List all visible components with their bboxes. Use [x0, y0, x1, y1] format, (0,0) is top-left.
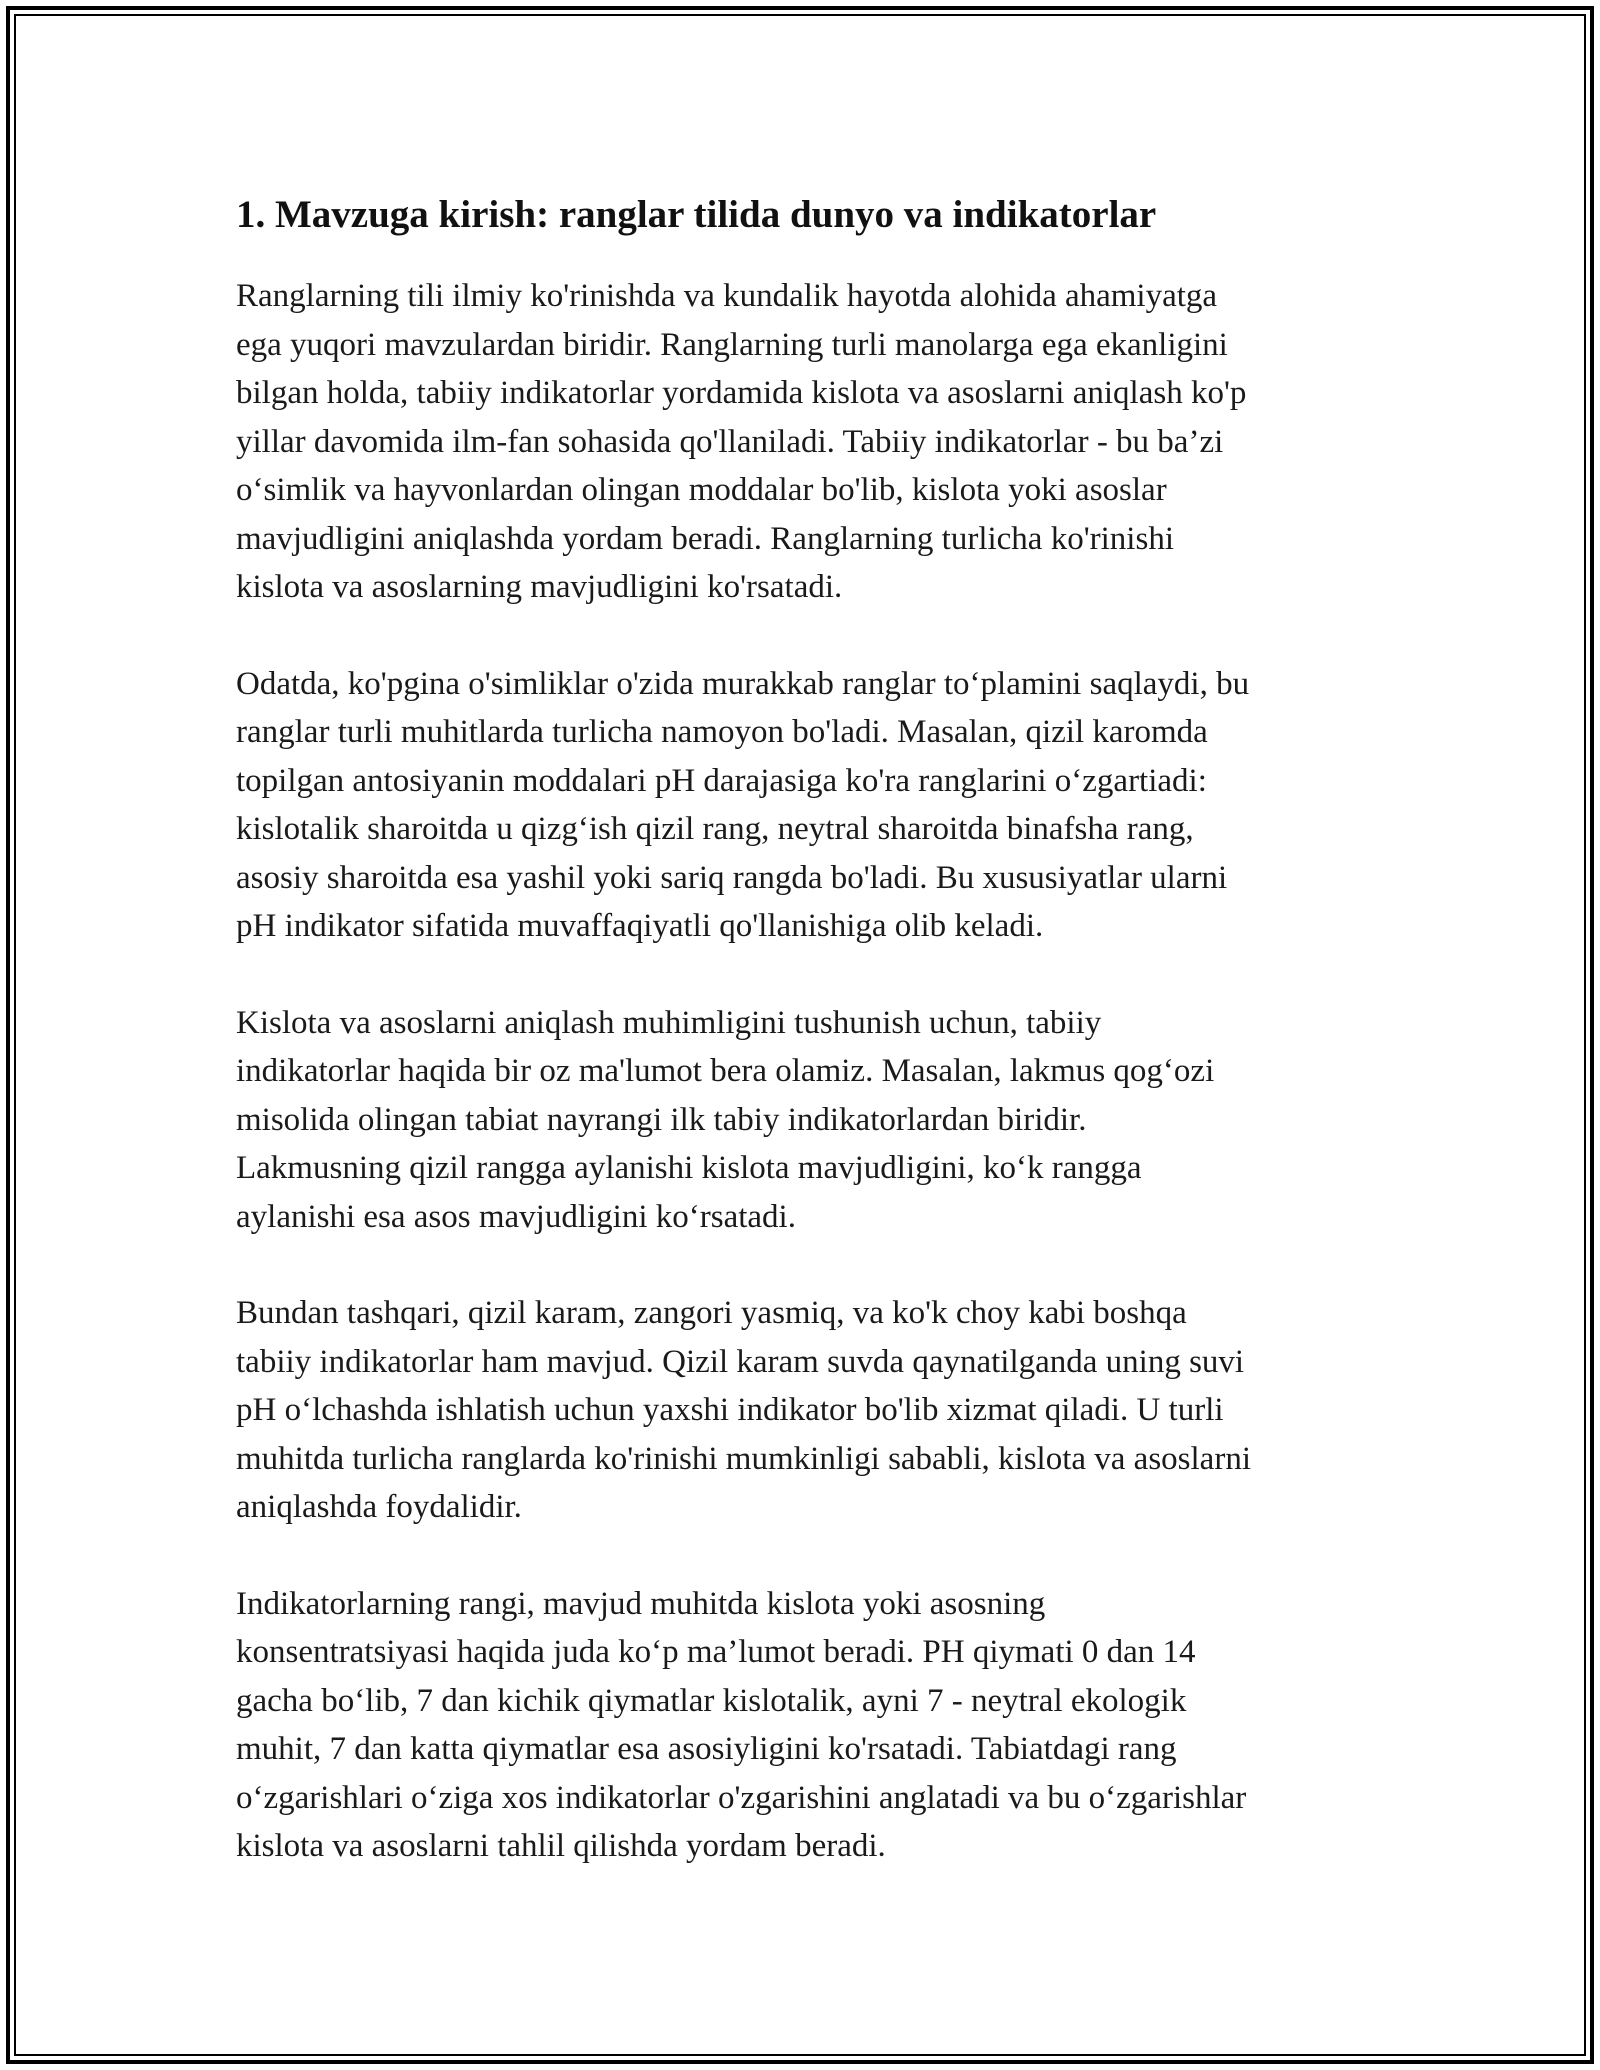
text-line: misolida olingan tabiat nayrangi ilk tabiy indikatorlardan biridir.	[236, 1101, 1087, 1138]
paragraph-1	[236, 272, 1386, 612]
text-line: ega yuqori mavzulardan biridir. Ranglarning turli manolarga ega ekanligini	[236, 326, 1228, 363]
text-line: kislotalik sharoitda u qizg‘ish qizil rang, neytral sharoitda binafsha rang,	[236, 811, 1194, 847]
text-line: pH o‘lchashda ishlatish uchun yaxshi indikator bo'lib xizmat qiladi. U turli	[236, 1392, 1224, 1428]
paragraph-4	[236, 1289, 1386, 1532]
text-line: o‘simlik va hayvonlardan olingan moddalar bo'lib, kislota yoki asoslar	[236, 472, 1167, 508]
text-line: yillar davomida ilm-fan sohasida qo'llaniladi. Tabiiy indikatorlar - bu ba’zi	[236, 423, 1224, 460]
text-line: Kislota va asoslarni aniqlash muhimligini tushunish uchun, tabiiy	[236, 1004, 1102, 1041]
paragraph-3	[236, 999, 1386, 1242]
text-line: gacha bo‘lib, 7 dan kichik qiymatlar kislotalik, ayni 7 - neytral ekologik	[236, 1682, 1187, 1719]
text-line: aylanishi esa asos mavjudligini ko‘rsatadi.	[236, 1198, 796, 1235]
text-line: kislota va asoslarni tahlil qilishda yordam beradi.	[236, 1828, 886, 1864]
text-line: Ranglarning tili ilmiy ko'rinishda va kundalik hayotda alohida ahamiyatga	[236, 278, 1218, 314]
text-line: asosiy sharoitda esa yashil yoki sariq rangda bo'ladi. Bu xususiyatlar ularni	[236, 859, 1228, 896]
text-line: Odatda, ko'pgina o'simliklar o'zida murakkab ranglar to‘plamini saqlaydi, bu	[236, 665, 1250, 702]
text-line: topilgan antosiyanin moddalari pH darajasiga ko'ra ranglarini o‘zgartiadi:	[236, 762, 1207, 799]
text-line: ranglar turli muhitlarda turlicha namoyon bo'ladi. Masalan, qizil karomda	[236, 714, 1208, 750]
text-line: aniqlashda foydalidir.	[236, 1489, 522, 1525]
paragraph-5	[236, 1580, 1386, 1871]
text-line: Bundan tashqari, qizil karam, zangori yasmiq, va ko'k choy kabi boshqa	[236, 1295, 1187, 1331]
section-heading: 1. Mavzuga kirish: ranglar tilida dunyo va indikatorlar	[236, 193, 1157, 236]
text-line: kislota va asoslarning mavjudligini ko'rsatadi.	[236, 569, 843, 605]
text-line: tabiiy indikatorlar ham mavjud. Qizil karam suvda qaynatilganda uning suvi	[236, 1343, 1245, 1380]
text-line: mavjudligini aniqlashda yordam beradi. Ranglarning turlicha ko'rinishi	[236, 520, 1174, 557]
text-line: muhit, 7 dan katta qiymatlar esa asosiyligini ko'rsatadi. Tabiatdagi rang	[236, 1731, 1177, 1767]
paragraph-2	[236, 660, 1386, 951]
text-line: bilgan holda, tabiiy indikatorlar yordamida kislota va asoslarni aniqlash ko'p	[236, 375, 1247, 411]
text-line: indikatorlar haqida bir oz ma'lumot bera olamiz. Masalan, lakmus qog‘ozi	[236, 1053, 1215, 1089]
text-line: muhitda turlicha ranglarda ko'rinishi mumkinligi sababli, kislota va asoslarni	[236, 1440, 1251, 1477]
text-line: Indikatorlarning rangi, mavjud muhitda kislota yoki asosning	[236, 1585, 1046, 1622]
text-line: o‘zgarishlari o‘ziga xos indikatorlar o'zgarishini anglatadi va bu o‘zgarishlar	[236, 1779, 1247, 1816]
text-line: Lakmusning qizil rangga aylanishi kislota mavjudligini, ko‘k rangga	[236, 1150, 1142, 1186]
text-line: konsentratsiyasi haqida juda ko‘p ma’lumot beradi. PH qiymati 0 dan 14	[236, 1634, 1196, 1670]
text-line: pH indikator sifatida muvaffaqiyatli qo'llanishiga olib keladi.	[236, 908, 1044, 944]
document-body	[236, 190, 1386, 1919]
